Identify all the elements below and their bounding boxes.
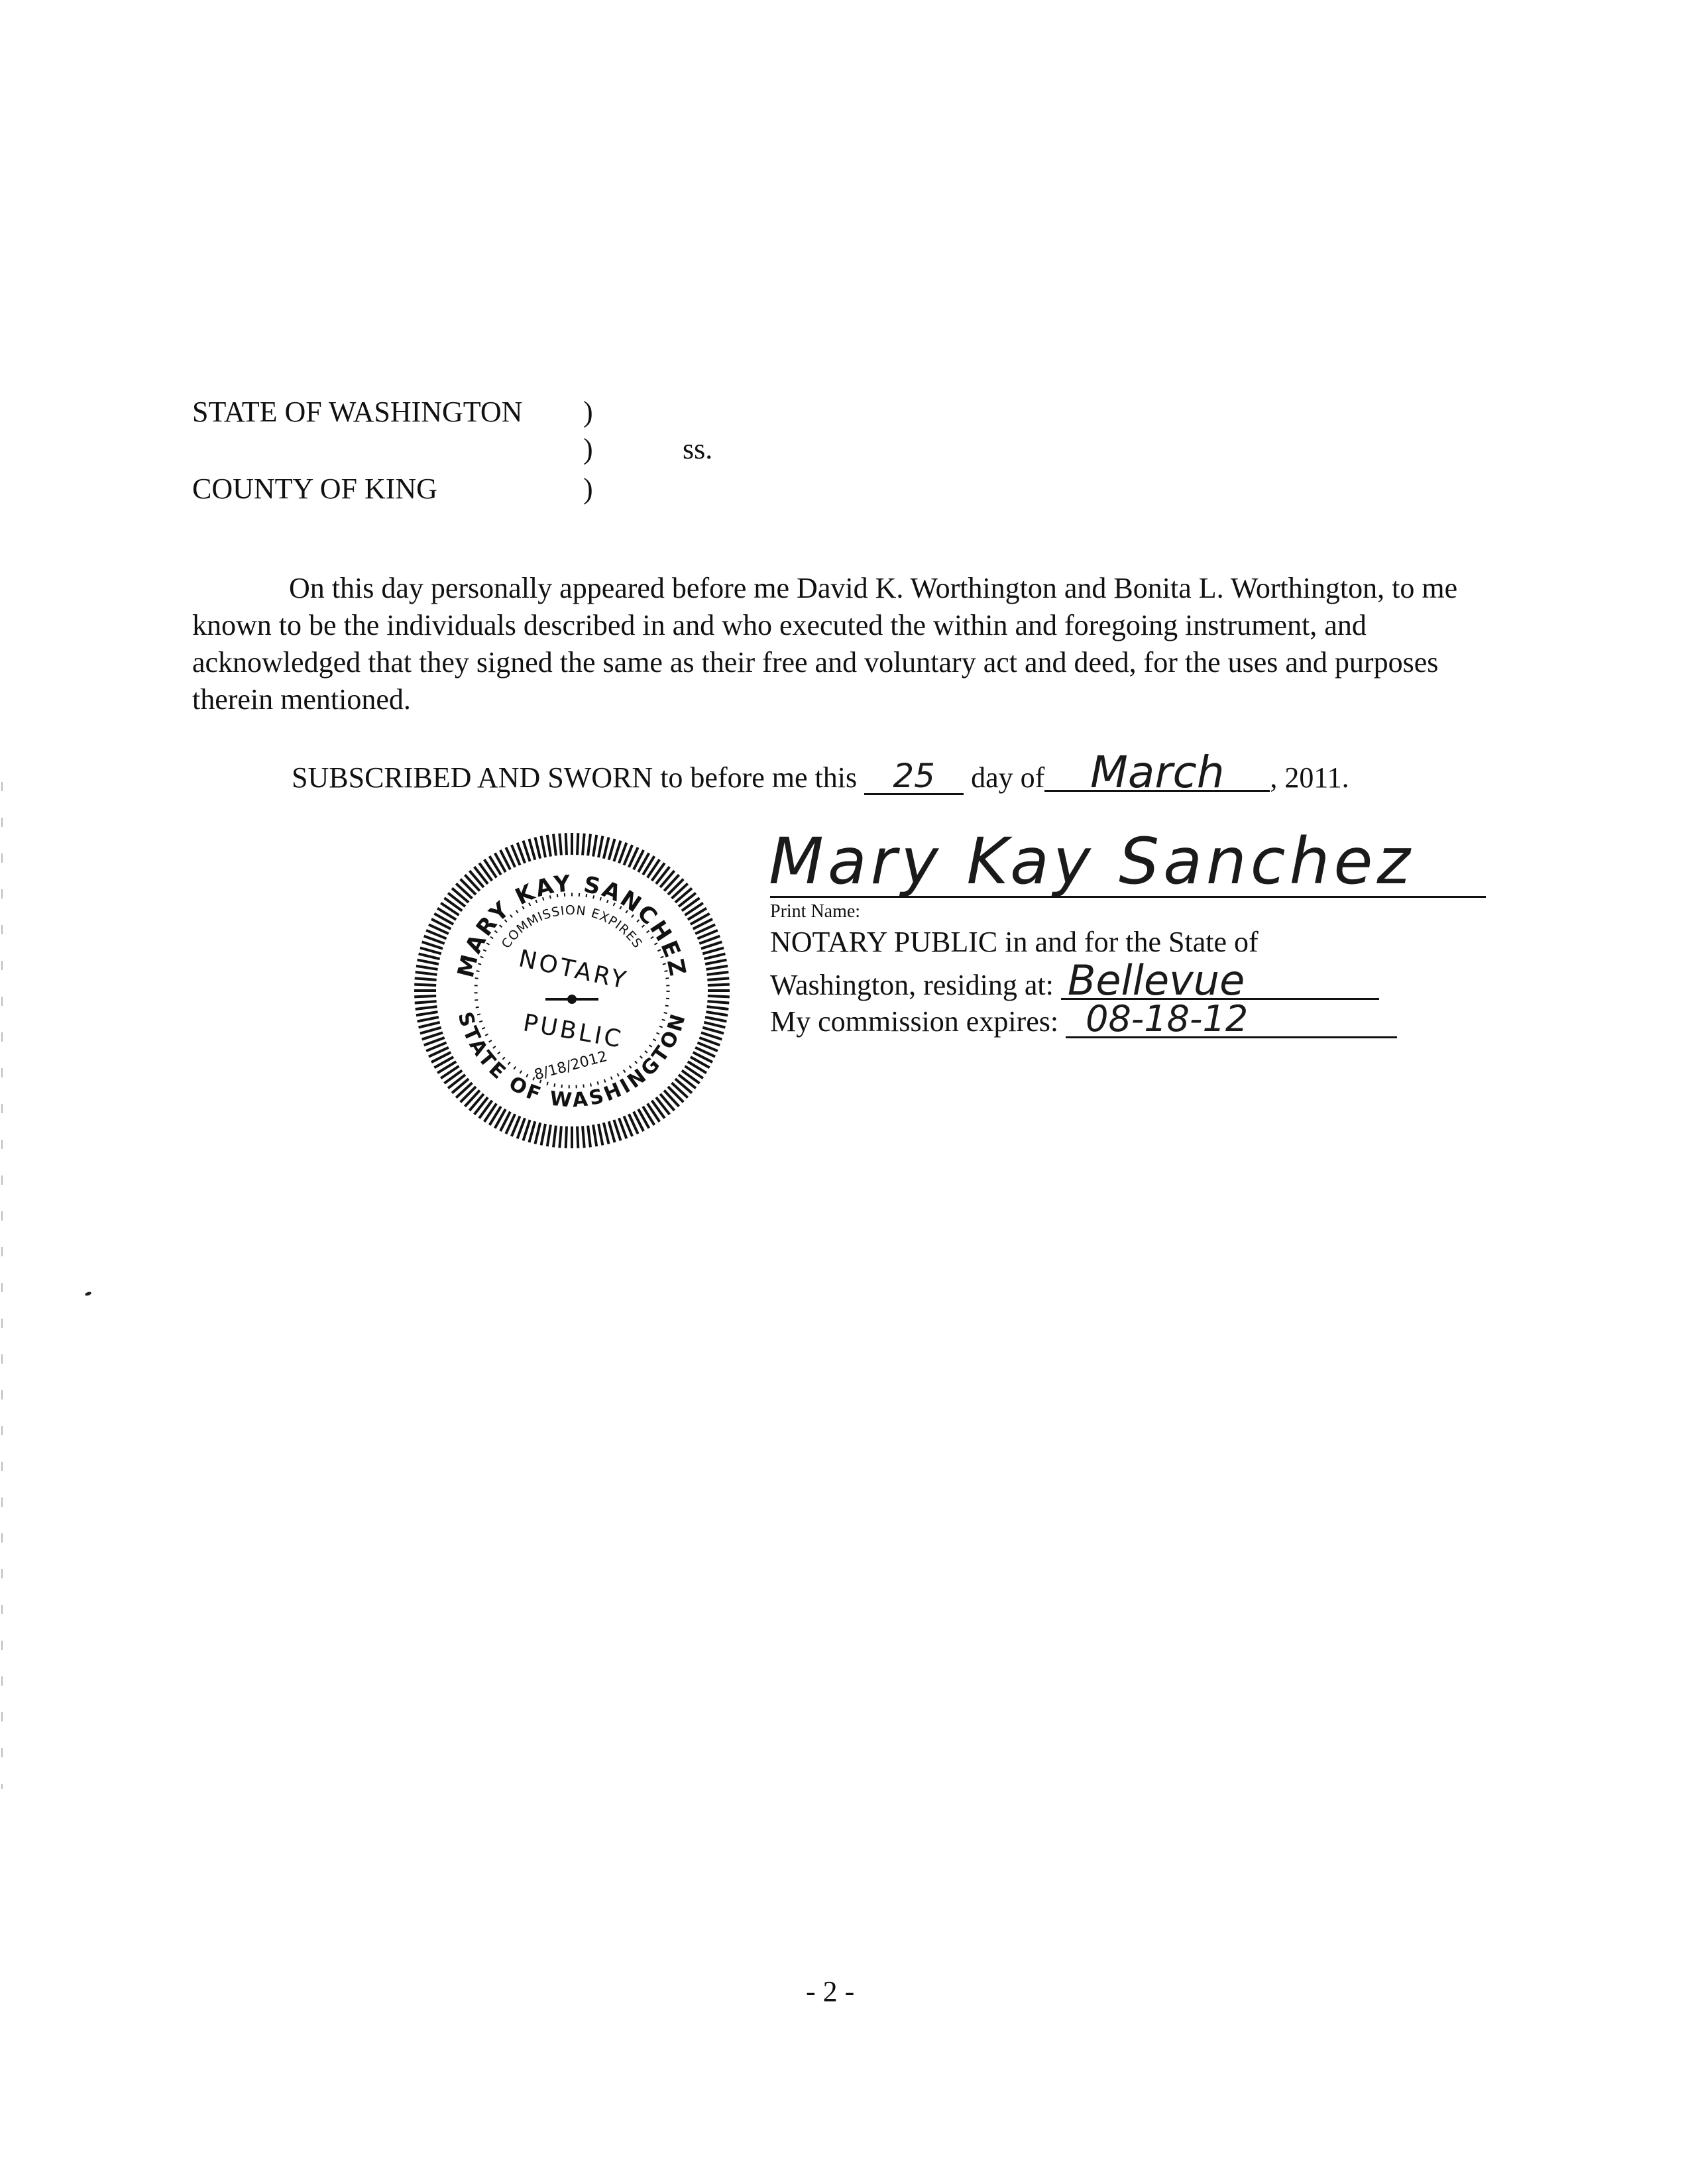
- seal-tick: [704, 1022, 725, 1028]
- seal-tick: [583, 1126, 585, 1148]
- seal-tick: [668, 1087, 683, 1102]
- seal-tick: [672, 883, 688, 898]
- seal-title-1: NOTARY: [516, 945, 631, 995]
- seal-tick: [452, 1079, 469, 1093]
- seal-tick: [547, 1124, 551, 1146]
- ss-mark: ss.: [683, 433, 713, 465]
- seal-tick: [609, 839, 615, 860]
- seal-tick: [675, 888, 692, 902]
- seal-tick: [609, 1121, 615, 1142]
- seal-tick: [461, 1087, 476, 1102]
- commission-line: [770, 998, 1397, 1040]
- venue-paren-3: ): [583, 472, 593, 505]
- seal-tick: [465, 1091, 479, 1107]
- seal-tick: [577, 1126, 578, 1148]
- seal-tick: [704, 954, 725, 959]
- seal-tick: [707, 1001, 729, 1003]
- seal-tick: [604, 838, 609, 859]
- print-name-label: Print Name:: [770, 901, 861, 922]
- seal-tick: [682, 898, 700, 910]
- seal-tick: [535, 838, 540, 859]
- seal-tick: [708, 996, 730, 997]
- seal-tick: [553, 1126, 556, 1148]
- seal-tick: [705, 1017, 726, 1021]
- seal-tick: [651, 1101, 664, 1119]
- seal-tick: [705, 960, 726, 964]
- seal-date: 8/18/2012: [532, 1048, 610, 1084]
- seal-tick: [702, 948, 724, 954]
- state-of-washington: STATE OF WASHINGTON: [192, 396, 523, 428]
- venue-paren-2: ): [583, 433, 593, 465]
- seal-tick: [604, 1122, 609, 1144]
- acknowledgment-paragraph: [192, 570, 1491, 718]
- seal-tick: [583, 834, 585, 855]
- seal-tick: [479, 1101, 492, 1119]
- seal-tick: [588, 834, 590, 856]
- residing-value: Bellevue: [1061, 963, 1379, 1000]
- seal-tick: [547, 835, 551, 857]
- seal-tick: [668, 879, 683, 895]
- seal-tick: [702, 1028, 724, 1034]
- seal-tick: [559, 834, 561, 855]
- seal-tick: [664, 875, 679, 891]
- seal-tick: [541, 836, 545, 857]
- jurat-suffix: , 2011.: [1270, 761, 1349, 794]
- seal-tick: [456, 883, 472, 898]
- jurat-line: [292, 747, 1349, 798]
- notary-seal: [410, 828, 734, 1153]
- seal-tick: [566, 833, 567, 855]
- seal-tick: [529, 839, 535, 860]
- seal-tick: [577, 833, 578, 855]
- seal-tick: [448, 1075, 465, 1088]
- venue-paren-1: ): [583, 396, 593, 428]
- seal-tick: [415, 978, 437, 980]
- seal-tick: [598, 1124, 602, 1145]
- seal-tick: [461, 879, 476, 895]
- commission-label: My commission expires:: [770, 1005, 1059, 1038]
- notary-signature: Mary Kay Sanchez: [769, 824, 1414, 899]
- acknowledgment-text: On this day personally appeared before me David K. Worthington and Bonita L. Worthington, to me known to be the individuals described in and who executed the within and foregoing instrument, and acknowledged that they signed the same as their free and voluntary act and deed, for the uses and purposes therein mentioned.: [192, 572, 1458, 716]
- seal-tick: [682, 1070, 700, 1083]
- seal-tick: [707, 978, 729, 980]
- seal-tick: [598, 836, 602, 857]
- seal-tick: [656, 867, 669, 884]
- seal-tick: [588, 1126, 590, 1148]
- notary-public-line: NOTARY PUBLIC in and for the State of: [770, 926, 1259, 958]
- seal-tick: [706, 1012, 728, 1015]
- seal-tick: [469, 871, 483, 887]
- seal-tick: [414, 996, 436, 997]
- seal-tick: [420, 948, 441, 954]
- seal-tick: [448, 893, 465, 906]
- county-of-king: COUNTY OF KING: [192, 472, 437, 505]
- seal-tick: [418, 960, 439, 964]
- seal-title-2: PUBLIC: [521, 1009, 626, 1054]
- seal-commission: COMMISSION EXPIRES: [498, 902, 645, 952]
- seal-name: MARY KAY SANCHEZ: [452, 870, 691, 981]
- seal-tick: [416, 1012, 438, 1015]
- seal-tick: [529, 1121, 535, 1142]
- seal-tick: [672, 1083, 688, 1097]
- seal-tick: [593, 835, 596, 857]
- jurat-prefix: SUBSCRIBED AND SWORN to before me this: [292, 761, 858, 794]
- seal-tick: [452, 888, 469, 902]
- seal-tick: [559, 1126, 561, 1148]
- signature-line: [770, 896, 1486, 898]
- commission-value: 08-18-12: [1066, 1002, 1397, 1038]
- jurat-month: March: [1044, 755, 1270, 792]
- stray-mark: [84, 1291, 91, 1296]
- seal-tick: [444, 1070, 462, 1083]
- seal-tick: [416, 966, 438, 969]
- seal-tick: [707, 972, 729, 975]
- seal-tick: [566, 1126, 567, 1148]
- seal-tick: [418, 1017, 439, 1021]
- seal-tick: [419, 1022, 440, 1028]
- seal-tick: [664, 1091, 679, 1107]
- seal-tick: [706, 966, 728, 969]
- seal-tick: [707, 1007, 729, 1009]
- seal-tick: [465, 875, 479, 891]
- residing-line: [770, 956, 1379, 1005]
- jurat-day: 25: [864, 759, 964, 795]
- seal-tick: [679, 1075, 696, 1088]
- seal-tick: [419, 954, 440, 959]
- seal-tick: [541, 1124, 545, 1145]
- seal-tick: [656, 1097, 669, 1115]
- seal-tick: [416, 972, 437, 975]
- seal-tick: [593, 1124, 596, 1146]
- seal-tick: [675, 1079, 692, 1093]
- seal-tick: [416, 1007, 437, 1009]
- seal-tick: [660, 1094, 674, 1111]
- scan-edge-marks: [0, 0, 4, 2184]
- seal-tick: [444, 898, 462, 910]
- seal-tick: [475, 867, 488, 884]
- jurat-mid: day of: [971, 761, 1045, 794]
- seal-tick: [651, 863, 664, 881]
- seal-tick: [479, 863, 492, 881]
- seal-tick: [535, 1122, 540, 1144]
- seal-tick: [456, 1083, 472, 1097]
- seal-tick: [415, 1001, 437, 1003]
- seal-tick: [469, 1094, 483, 1111]
- seal-state: STATE OF WASHINGTON: [453, 1009, 691, 1113]
- seal-tick: [660, 871, 674, 887]
- seal-tick: [679, 893, 696, 906]
- seal-tick: [475, 1097, 488, 1115]
- seal-tick: [553, 834, 556, 856]
- seal-tick: [420, 1028, 441, 1034]
- residing-label: Washington, residing at:: [770, 969, 1054, 1001]
- page-number: - 2 -: [806, 1975, 855, 2008]
